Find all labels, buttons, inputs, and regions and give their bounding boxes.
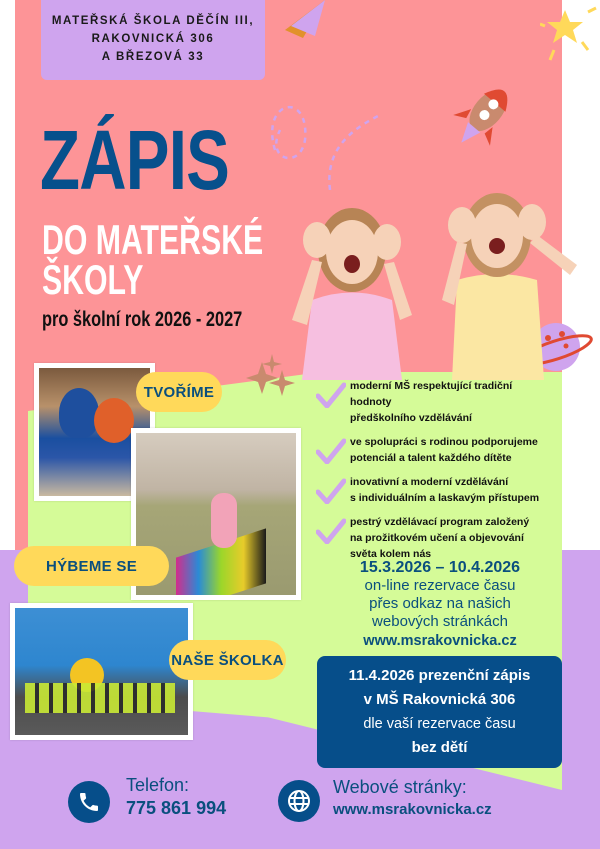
checkmark-icon	[316, 382, 346, 408]
rocket-icon	[445, 70, 530, 155]
phone-number[interactable]: 775 861 994	[126, 798, 227, 818]
online-registration: 15.3.2026 – 10.4.2026 on-line rezervace času přes odkaz na našich webových stránkách www.msrakovnicka.cz	[330, 558, 550, 651]
bubble-creating: TVOŘÍME	[136, 372, 222, 412]
school-name-line-1: MATEŘSKÁ ŠKOLA DĚČÍN III,	[51, 15, 255, 27]
subtitle-line-1: DO MATEŘSKÉ	[42, 216, 264, 263]
school-name-box	[41, 0, 265, 80]
list-item: moderní MŠ respektující tradiční hodnoty předškolního vzdělávání	[316, 378, 556, 426]
list-item: inovativní a moderní vzdělávání s individuálním a laskavým přístupem	[316, 474, 556, 506]
school-year: pro školní rok 2026 - 2027	[42, 308, 243, 331]
footer-website-link[interactable]: www.msrakovnicka.cz	[333, 801, 492, 818]
website-link[interactable]: www.msrakovnicka.cz	[363, 633, 517, 649]
phone-icon	[68, 781, 110, 823]
registration-dates: 15.3.2026 – 10.4.2026	[359, 559, 521, 576]
school-name-line-2: RAKOVNICKÁ 306	[91, 33, 215, 45]
bubble-our-school: NAŠE ŠKOLKA	[169, 640, 286, 680]
list-item: ve spolupráci s rodinou podporujeme potenciál a talent každého dítěte	[316, 434, 556, 466]
checkmark-icon	[316, 518, 346, 544]
school-name-line-3: A BŘEZOVÁ 33	[101, 51, 205, 63]
checkmark-icon	[316, 438, 346, 464]
paper-plane-icon	[283, 0, 343, 45]
kids-photo	[272, 180, 592, 380]
dashed-path-decoration	[270, 40, 410, 190]
page-title: ZÁPIS	[40, 113, 230, 207]
phone-contact: Telefon: 775 861 994	[126, 775, 227, 818]
checkmark-icon	[316, 478, 346, 504]
subtitle-line-2: ŠKOLY	[42, 256, 144, 303]
photo-our-school	[10, 603, 193, 740]
star-icon	[540, 0, 600, 70]
globe-icon	[278, 780, 320, 822]
page-subtitle	[42, 216, 264, 303]
list-item: pestrý vzdělávací program založený na prožitkovém učení a objevování světa kolem nás	[316, 514, 556, 562]
bubble-moving: HÝBEME SE	[14, 546, 169, 586]
benefits-list	[316, 378, 556, 570]
in-person-registration-box: 11.4.2026 prezenční zápis v MŠ Rakovnická 306 dle vaší rezervace času bez dětí	[317, 656, 562, 768]
website-contact: Webové stránky: www.msrakovnicka.cz	[333, 776, 492, 822]
